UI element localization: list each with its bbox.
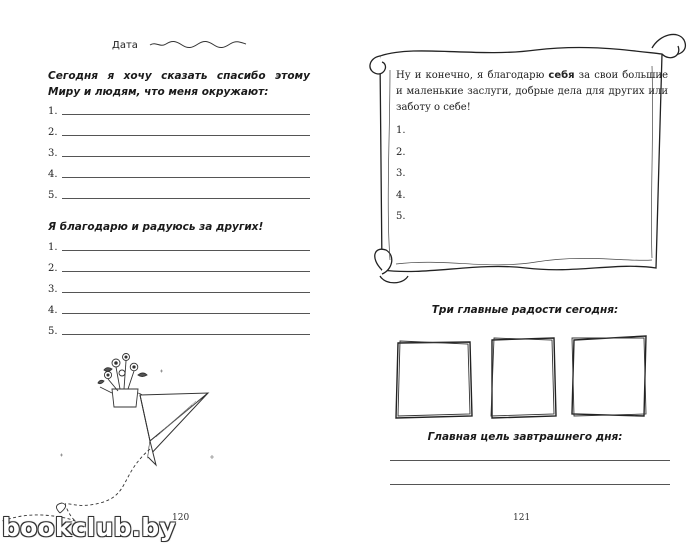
list-item: 2.	[48, 121, 310, 142]
date-squiggle-line	[148, 38, 248, 50]
joys-title: Три главные радости сегодня:	[431, 304, 619, 316]
write-line	[62, 250, 310, 251]
write-line	[62, 135, 310, 136]
right-page	[350, 0, 700, 560]
joy-frame-3	[568, 332, 652, 422]
prompt-thanks-world: Сегодня я хочу сказать спасибо этому Миру и людям, что меня окружают:	[48, 70, 310, 98]
list-item: 1.	[48, 100, 310, 121]
list-item: 3.	[396, 168, 406, 179]
date-label: Дата	[112, 40, 138, 51]
thanks-others-list	[48, 236, 310, 341]
list-item: 4.	[48, 163, 310, 184]
watermark-logo: bookclub.by	[2, 513, 176, 542]
write-line	[62, 271, 310, 272]
list-item: 3.	[48, 278, 310, 299]
write-line	[62, 292, 310, 293]
prompt-thanks-others: Я благодарю и радуюсь за других!	[48, 221, 264, 233]
scroll-banner	[356, 14, 694, 294]
joy-frame-1	[392, 338, 478, 424]
scroll-text: Ну и конечно, я благодарю себя за свои большие и маленькие заслуги, добрые дела для других или заботу о себе!	[396, 70, 669, 113]
write-line	[62, 156, 310, 157]
write-line	[62, 177, 310, 178]
list-item: 4.	[396, 189, 406, 201]
list-item: 4.	[48, 299, 310, 320]
goal-title: Главная цель завтрашнего дня:	[427, 431, 623, 443]
list-item: 2.	[48, 257, 310, 278]
list-item: 5.	[396, 211, 406, 222]
page-number-left: 120	[172, 513, 190, 523]
write-line	[62, 334, 310, 335]
thanks-world-list	[48, 100, 310, 205]
write-line	[62, 198, 310, 199]
list-item: 3.	[48, 142, 310, 163]
self-thanks-list	[396, 125, 406, 233]
write-line	[62, 313, 310, 314]
joy-frame-2	[488, 334, 560, 424]
page-number-right: 121	[513, 513, 531, 523]
list-item: 5.	[48, 184, 310, 205]
goal-write-line	[390, 484, 670, 485]
list-item: 2.	[396, 146, 406, 158]
goal-write-line	[390, 460, 670, 461]
write-line	[62, 114, 310, 115]
list-item: 1.	[48, 236, 310, 257]
list-item: 5.	[48, 320, 310, 341]
list-item: 1.	[396, 125, 406, 136]
